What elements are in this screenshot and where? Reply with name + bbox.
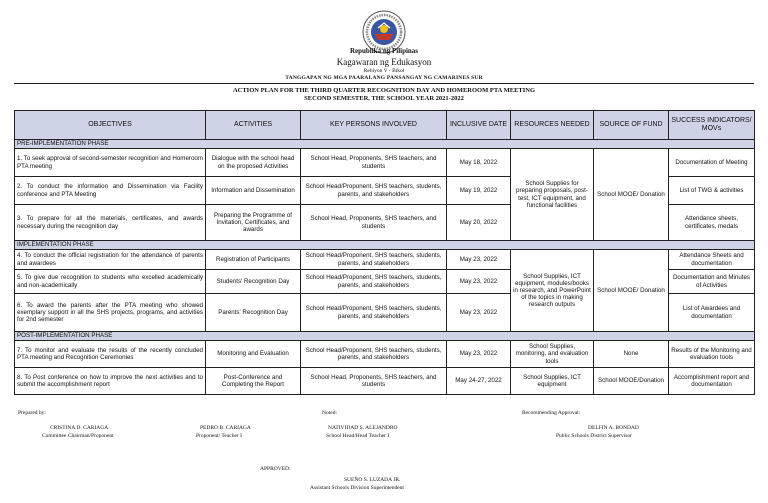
objective-cell: 7. To monitor and evaluate the results of the recently concluded PTA meeting and Recognition Ceremonies — [15, 341, 206, 368]
fund-cell: None — [594, 341, 669, 368]
date-cell: May 24-27, 2022 — [447, 368, 511, 395]
fund-cell: School MOOE/ Donation — [594, 149, 669, 241]
date-cell: May 23, 2022 — [447, 250, 511, 270]
persons-cell: School Head/Proponent, SHS teachers, students, parents, and stakeholders — [301, 250, 447, 270]
indicator-cell: Attendance sheets, certificates, medals — [669, 205, 755, 241]
persons-cell: School Head/Proponent, SHS teachers, students, parents, and stakeholders — [301, 294, 447, 332]
indicator-cell: List of TWG & activities — [669, 177, 755, 205]
objective-cell: 8. To Post conference on how to improve the next activities and to submit the accomplishment report — [15, 368, 206, 395]
objective-cell: 1. To seek approval of second-semester recognition and Homeroom PTA meeting — [15, 149, 206, 177]
resources-cell: School Supplies, ICT equipment, modules/books in research, and PowerPoint of the topics in making research outputs — [511, 250, 594, 332]
persons-cell: School Head, Proponents, SHS teachers, and students — [301, 205, 447, 241]
indicator-cell: Documentation of Meeting — [669, 149, 755, 177]
phase-row — [15, 241, 755, 250]
activity-cell: Post-Conference and Completing the Report — [206, 368, 301, 395]
date-cell: May 23, 2022 — [447, 270, 511, 294]
activity-cell: Students' Recognition Day — [206, 270, 301, 294]
document-subtitle: SECOND SEMESTER, THE SCHOOL YEAR 2021-2022 — [304, 95, 464, 102]
signatory-role: Committee Chairman/Proponent — [42, 433, 114, 439]
resources-cell: School Supplies, monitoring, and evaluation tools — [511, 341, 594, 368]
activity-cell: Parents' Recognition Day — [206, 294, 301, 332]
signatory-role: Proponent/ Teacher I — [196, 433, 242, 439]
objective-cell: 5. To give due recognition to students who excelled academically and non-academically — [15, 270, 206, 294]
table-row — [15, 250, 755, 270]
activity-cell: Dialogue with the school head on the proposed Activities — [206, 149, 301, 177]
resources-cell: School Supplies, ICT equipment — [511, 368, 594, 395]
date-cell: May 23, 2022 — [447, 294, 511, 332]
table-header-row — [15, 111, 755, 140]
column-header: RESOURCES NEEDED — [511, 111, 594, 140]
objective-cell: 6. To award the parents after the PTA meeting who showed exemplary support in all the SHS projects, programs, and activities for 2nd semester — [15, 294, 206, 332]
persons-cell: School Head/Proponent, SHS teachers, students, parents, and stakeholders — [301, 177, 447, 205]
phase-label: POST-IMPLEMENTATION PHASE — [15, 332, 755, 341]
date-cell: May 23, 2022 — [447, 341, 511, 368]
date-cell: May 18, 2022 — [447, 149, 511, 177]
column-header: ACTIVITIES — [206, 111, 301, 140]
signatory-name: NATIVIDAD S. ALEJANDRO — [328, 425, 398, 431]
document-title: ACTION PLAN FOR THE THIRD QUARTER RECOGNITION DAY AND HOMEROOM PTA MEETING — [232, 87, 536, 94]
recommending-label: Recommending Approval: — [522, 410, 581, 416]
signatory-role: School Head/Head Teacher I — [326, 433, 390, 439]
region-line: Rehiyon V - Bikol — [363, 68, 405, 74]
activity-cell: Information and Dissemination — [206, 177, 301, 205]
table-row — [15, 341, 755, 368]
indicator-cell: Accomplishment report and documentation — [669, 368, 755, 395]
header-divider — [14, 83, 754, 84]
table-row — [15, 149, 755, 177]
activity-cell: Preparing the Programme of Invitation, Certificates, and awards — [206, 205, 301, 241]
republic-line: Republika ng Pilipinas — [349, 47, 419, 55]
signatory-name: DELFIN A. BONDAD — [588, 425, 639, 431]
objective-cell: 3. To prepare for all the materials, certificates, and awards necessary during the recognition day — [15, 205, 206, 241]
column-header: SUCCESS INDICATORS/ MOVs — [669, 111, 755, 140]
column-header: SOURCE OF FUND — [594, 111, 669, 140]
indicator-cell: Documentation and Minutes of Activities — [669, 270, 755, 294]
signatory-role: Public Schools District Supervisor — [556, 433, 632, 439]
phase-row — [15, 332, 755, 341]
objective-cell: 2. To conduct the information and Dissemination via Facility conference and PTA Meeting — [15, 177, 206, 205]
table-row — [15, 368, 755, 395]
indicator-cell: Results of the Monitoring and evaluation tools — [669, 341, 755, 368]
signatory-name: SUEÑO S. LUZADA JR. — [344, 477, 401, 483]
division-line: TANGGAPAN NG MGA PAARALANG PANSANGAY NG CAMARINES SUR — [285, 75, 483, 81]
phase-label: PRE-IMPLEMENTATION PHASE — [15, 140, 755, 149]
fund-cell: School MOOE/Donation — [594, 368, 669, 395]
resources-cell: School Supplies for preparing proposals, post-test, ICT equipment, and functional facilities — [511, 149, 594, 241]
signatory-role: Assistant Schools Division Superintendent — [310, 485, 404, 491]
signatory-name: PEDRO B. CARIAGA — [200, 425, 251, 431]
noted-label: Noted: — [322, 410, 337, 416]
column-header: OBJECTIVES — [15, 111, 206, 140]
phase-row — [15, 140, 755, 149]
date-cell: May 20, 2022 — [447, 205, 511, 241]
persons-cell: School Head, Proponents, SHS teachers, and students — [301, 149, 447, 177]
signatory-name: CRISTINA D. CARIAGA — [50, 425, 109, 431]
fund-cell: School MOOE/ Donation — [594, 250, 669, 332]
persons-cell: School Head/Proponent, SHS teachers, students, parents, and stakeholders — [301, 270, 447, 294]
objective-cell: 4. To conduct the official registration for the attendance of parents and awardees — [15, 250, 206, 270]
activity-cell: Monitoring and Evaluation — [206, 341, 301, 368]
column-header: KEY PERSONS INVOLVED — [301, 111, 447, 140]
indicator-cell: List of Awardees and documentation — [669, 294, 755, 332]
date-cell: May 19, 2022 — [447, 177, 511, 205]
action-plan-table — [14, 110, 755, 395]
department-line: Kagawaran ng Edukasyon — [336, 57, 432, 67]
activity-cell: Registration of Participants — [206, 250, 301, 270]
persons-cell: School Head/Proponent, SHS teachers, students, parents, and stakeholders — [301, 341, 447, 368]
approved-label: APPROVED: — [260, 466, 291, 472]
indicator-cell: Attendance Sheets and documentation — [669, 250, 755, 270]
phase-label: IMPLEMENTATION PHASE — [15, 241, 755, 250]
persons-cell: School Head, Proponents, SHS teachers, and students — [301, 368, 447, 395]
column-header: INCLUSIVE DATE — [447, 111, 511, 140]
prepared-by-label: Prepared by: — [18, 410, 46, 416]
